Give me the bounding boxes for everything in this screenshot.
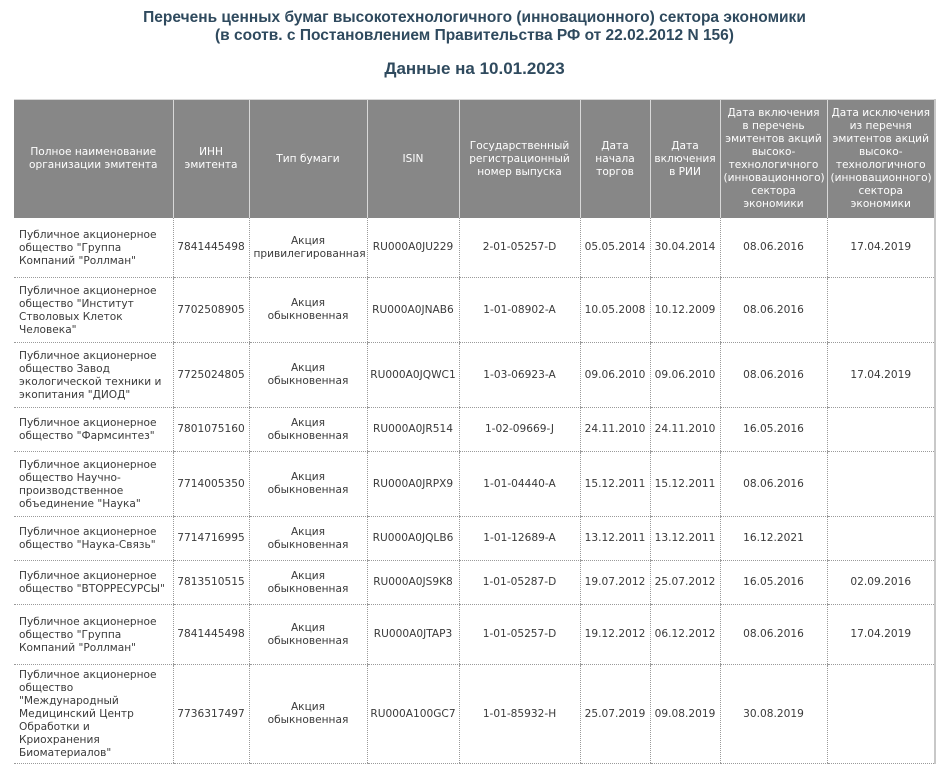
rii-date: 15.12.2011	[650, 452, 720, 517]
security-type: Акция обыкновенная	[249, 408, 367, 452]
reg-number: 1-01-04440-A	[459, 452, 580, 517]
inn: 7841445498	[173, 605, 249, 665]
isin: RU000A0JTAP3	[367, 605, 459, 665]
isin: RU000A0JNAB6	[367, 278, 459, 343]
inn: 7714005350	[173, 452, 249, 517]
table-row	[14, 517, 935, 561]
data-date: Данные на 10.01.2023	[384, 59, 565, 78]
reg-number: 2-01-05257-D	[459, 218, 580, 278]
security-type: Акция обыкновенная	[249, 517, 367, 561]
table-row	[14, 452, 935, 517]
table-header-row	[14, 100, 935, 219]
issuer-name: Публичное акционерное общество "Наука-Связь"	[14, 517, 173, 561]
issuer-name: Публичное акционерное общество Научно-производственное объединение "Наука"	[14, 452, 173, 517]
trading-start: 24.11.2010	[580, 408, 650, 452]
column-header-rii-date: Дата включения в РИИ	[650, 100, 720, 219]
isin: RU000A0JS9K8	[367, 561, 459, 605]
reg-number: 1-01-12689-A	[459, 517, 580, 561]
isin: RU000A0JQWC1	[367, 343, 459, 408]
inclusion-date: 16.05.2016	[720, 561, 827, 605]
page-title-line-2: (в соотв. с Постановлением Правительства РФ от 22.02.2012 N 156)	[215, 27, 734, 44]
securities-table	[14, 99, 936, 764]
reg-number: 1-02-09669-J	[459, 408, 580, 452]
column-header-isin: ISIN	[367, 100, 459, 219]
trading-start: 09.06.2010	[580, 343, 650, 408]
table-row	[14, 343, 935, 408]
column-header-reg-number: Государственный регистрационный номер выпуска	[459, 100, 580, 219]
isin: RU000A100GC7	[367, 665, 459, 764]
table-row	[14, 665, 935, 764]
exclusion-date	[827, 452, 935, 517]
rii-date: 13.12.2011	[650, 517, 720, 561]
inn: 7736317497	[173, 665, 249, 764]
security-type: Акция обыкновенная	[249, 452, 367, 517]
column-header-issuer-name: Полное наименование организации эмитента	[14, 100, 173, 219]
trading-start: 13.12.2011	[580, 517, 650, 561]
rii-date: 24.11.2010	[650, 408, 720, 452]
inclusion-date: 08.06.2016	[720, 452, 827, 517]
page-header	[0, 0, 949, 79]
rii-date: 25.07.2012	[650, 561, 720, 605]
reg-number: 1-01-05257-D	[459, 605, 580, 665]
issuer-name: Публичное акционерное общество "Группа Компаний "Роллман"	[14, 218, 173, 278]
isin: RU000A0JQLB6	[367, 517, 459, 561]
inclusion-date: 16.05.2016	[720, 408, 827, 452]
security-type: Акция обыкновенная	[249, 561, 367, 605]
rii-date: 10.12.2009	[650, 278, 720, 343]
reg-number: 1-03-06923-A	[459, 343, 580, 408]
security-type: Акция обыкновенная	[249, 665, 367, 764]
inn: 7813510515	[173, 561, 249, 605]
trading-start: 19.12.2012	[580, 605, 650, 665]
inclusion-date: 08.06.2016	[720, 218, 827, 278]
column-header-exclusion-date: Дата исключения из перечня эмитентов акций высоко-технологичного (инновационного) сектора экономики	[827, 100, 935, 219]
trading-start: 10.05.2008	[580, 278, 650, 343]
exclusion-date: 17.04.2019	[827, 343, 935, 408]
inn: 7841445498	[173, 218, 249, 278]
inn: 7702508905	[173, 278, 249, 343]
table-row	[14, 408, 935, 452]
column-header-security-type: Тип бумаги	[249, 100, 367, 219]
inclusion-date: 08.06.2016	[720, 343, 827, 408]
rii-date: 06.12.2012	[650, 605, 720, 665]
column-header-inclusion-date: Дата включения в перечень эмитентов акций высоко-технологичного (инновационного) сектора экономики	[720, 100, 827, 219]
inn: 7801075160	[173, 408, 249, 452]
exclusion-date	[827, 408, 935, 452]
issuer-name: Публичное акционерное общество "Международный Медицинский Центр Обработки и Криохранения Биоматериалов"	[14, 665, 173, 764]
exclusion-date: 17.04.2019	[827, 218, 935, 278]
exclusion-date	[827, 665, 935, 764]
issuer-name: Публичное акционерное общество "Институт Стволовых Клеток Человека"	[14, 278, 173, 343]
exclusion-date	[827, 278, 935, 343]
isin: RU000A0JRPX9	[367, 452, 459, 517]
issuer-name: Публичное акционерное общество "ВТОРРЕСУРСЫ"	[14, 561, 173, 605]
table-row	[14, 561, 935, 605]
inclusion-date: 08.06.2016	[720, 605, 827, 665]
reg-number: 1-01-08902-A	[459, 278, 580, 343]
table-row	[14, 605, 935, 665]
isin: RU000A0JR514	[367, 408, 459, 452]
column-header-trading-start: Дата начала торгов	[580, 100, 650, 219]
exclusion-date: 17.04.2019	[827, 605, 935, 665]
inn: 7725024805	[173, 343, 249, 408]
trading-start: 05.05.2014	[580, 218, 650, 278]
security-type: Акция обыкновенная	[249, 278, 367, 343]
reg-number: 1-01-05287-D	[459, 561, 580, 605]
page-title-line-1: Перечень ценных бумаг высокотехнологичного (инновационного) сектора экономики	[143, 9, 806, 26]
rii-date: 09.08.2019	[650, 665, 720, 764]
trading-start: 15.12.2011	[580, 452, 650, 517]
rii-date: 09.06.2010	[650, 343, 720, 408]
inclusion-date: 08.06.2016	[720, 278, 827, 343]
security-type: Акция обыкновенная	[249, 343, 367, 408]
isin: RU000A0JU229	[367, 218, 459, 278]
security-type: Акция обыкновенная	[249, 605, 367, 665]
security-type: Акция привилегированная	[249, 218, 367, 278]
column-header-inn: ИНН эмитента	[173, 100, 249, 219]
reg-number: 1-01-85932-H	[459, 665, 580, 764]
inn: 7714716995	[173, 517, 249, 561]
trading-start: 19.07.2012	[580, 561, 650, 605]
inclusion-date: 30.08.2019	[720, 665, 827, 764]
table-row	[14, 218, 935, 278]
issuer-name: Публичное акционерное общество "Фармсинтез"	[14, 408, 173, 452]
exclusion-date: 02.09.2016	[827, 561, 935, 605]
exclusion-date	[827, 517, 935, 561]
issuer-name: Публичное акционерное общество Завод экологической техники и экопитания "ДИОД"	[14, 343, 173, 408]
table-row	[14, 278, 935, 343]
inclusion-date: 16.12.2021	[720, 517, 827, 561]
issuer-name: Публичное акционерное общество "Группа Компаний "Роллман"	[14, 605, 173, 665]
rii-date: 30.04.2014	[650, 218, 720, 278]
trading-start: 25.07.2019	[580, 665, 650, 764]
